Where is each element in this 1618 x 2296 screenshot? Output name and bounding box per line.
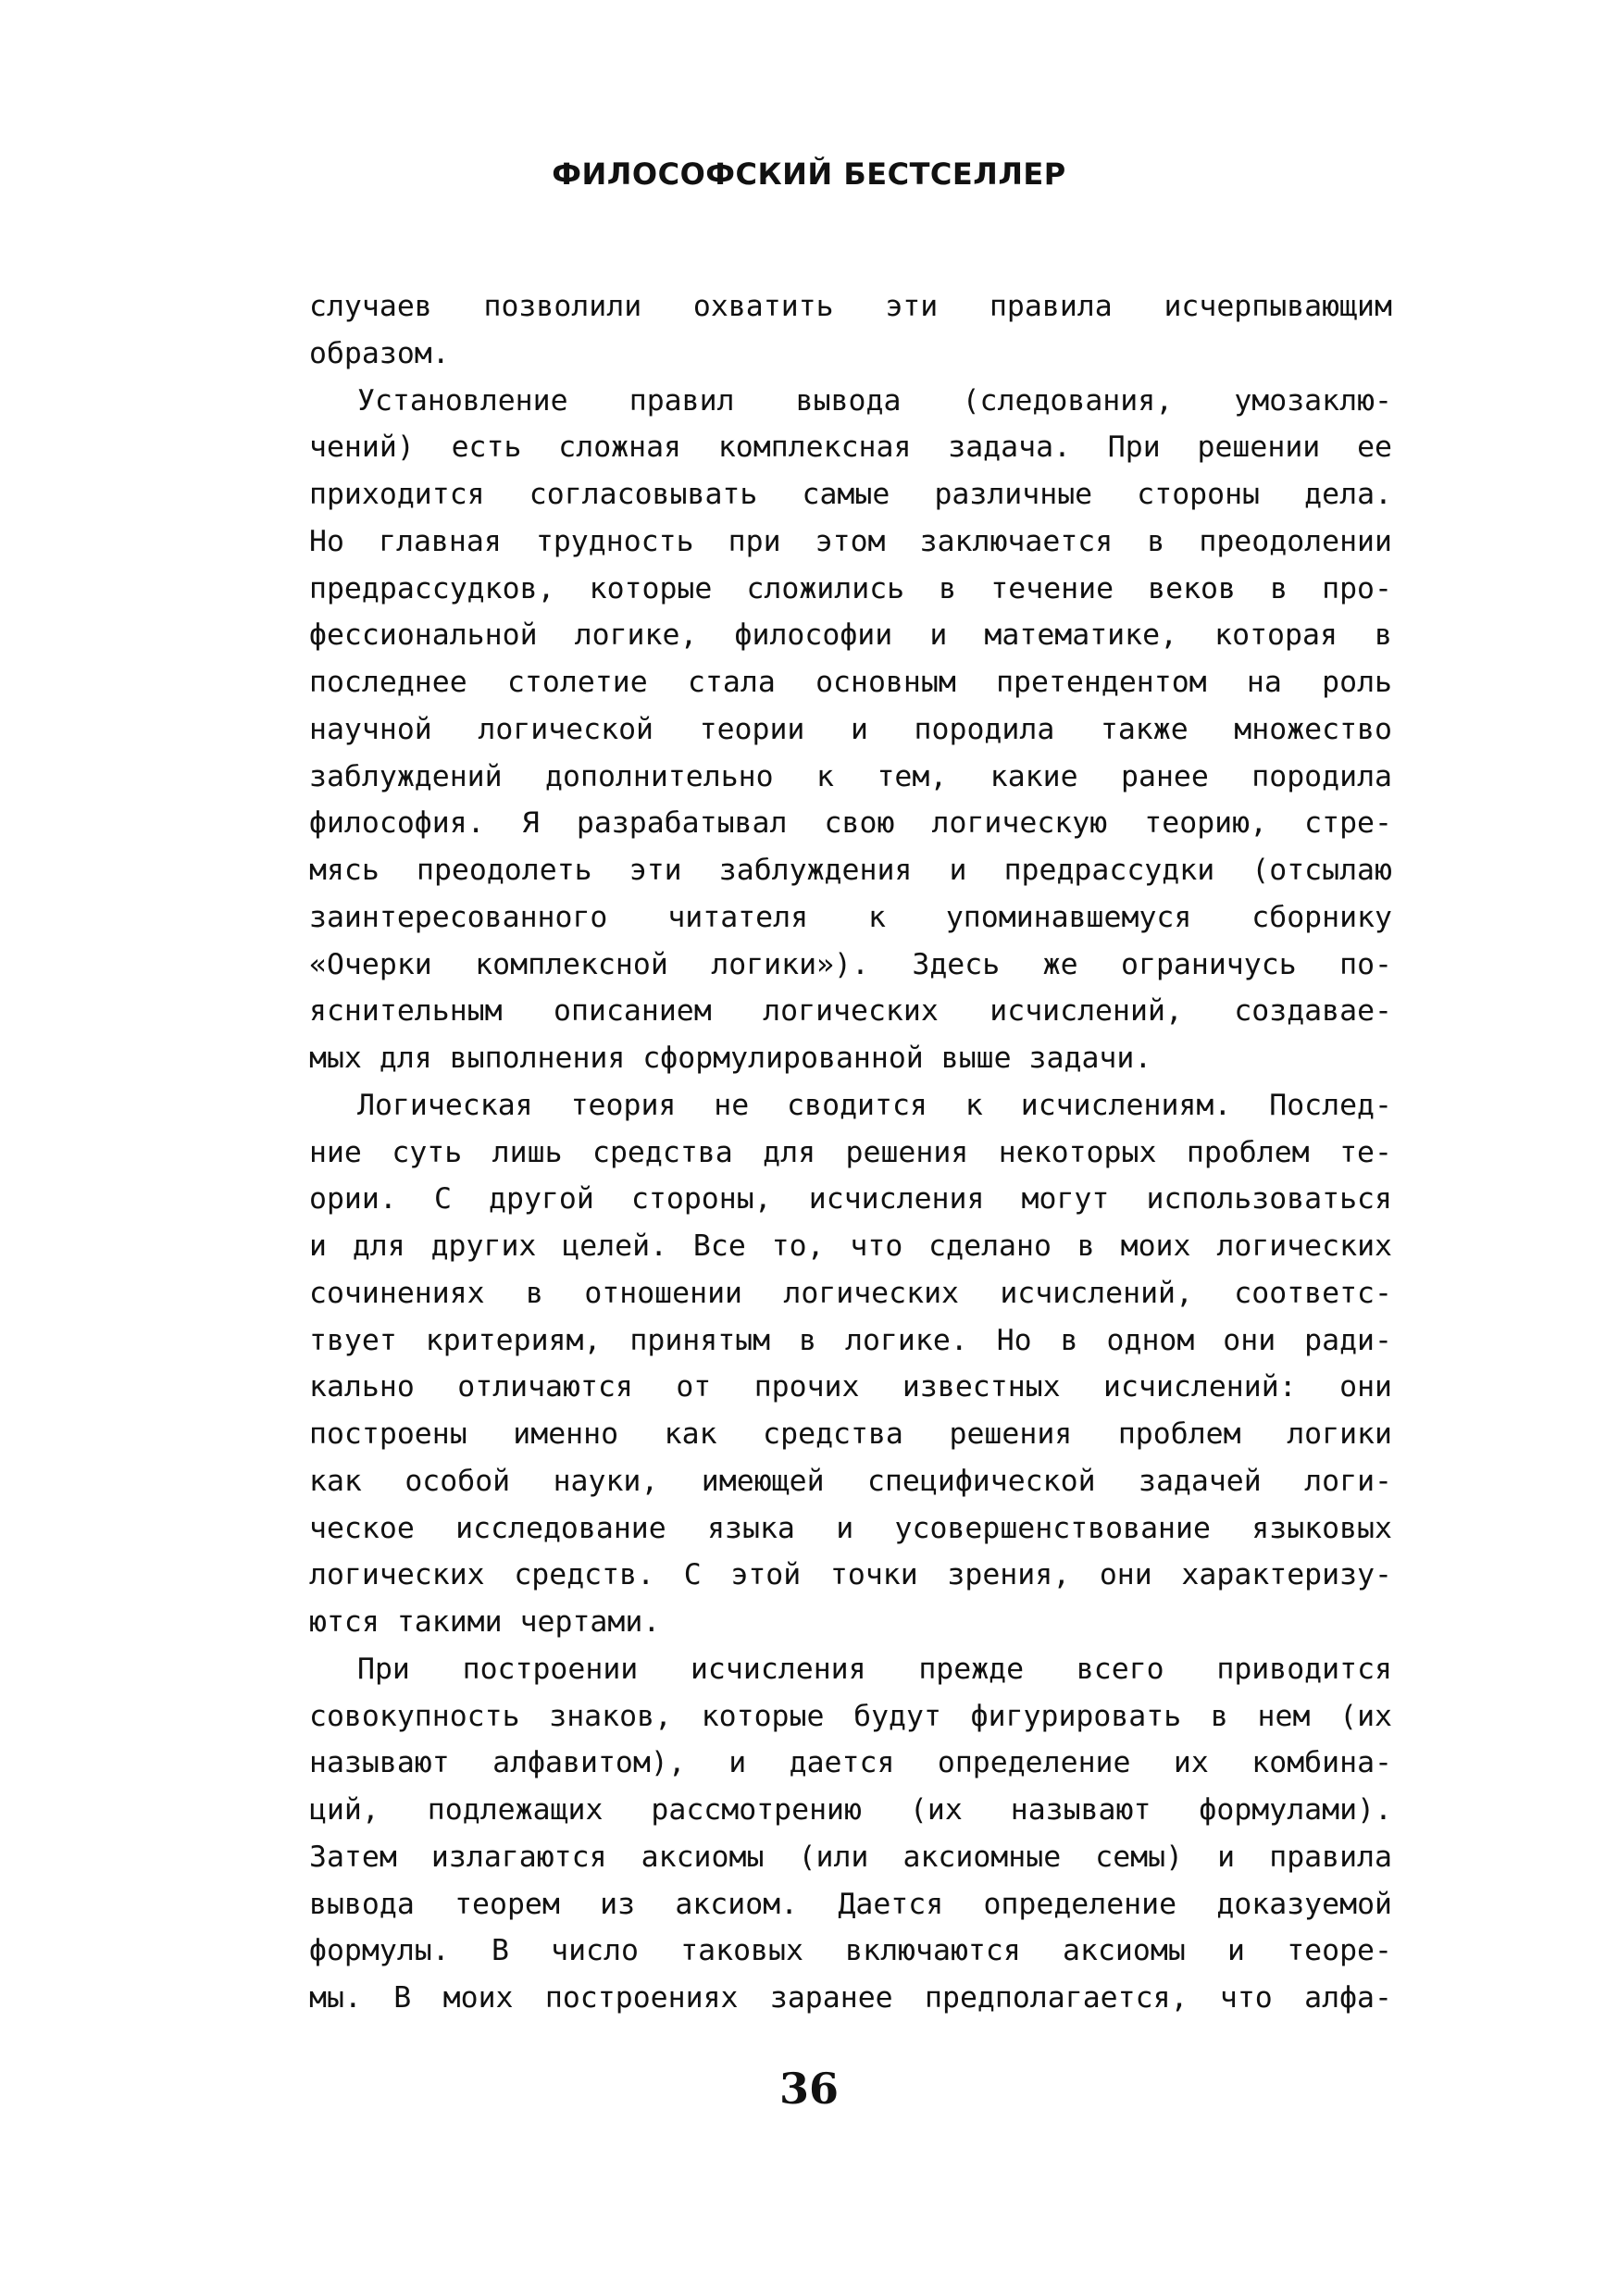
text-line: совокупность знаков, которые будут фигурировать в нем (их (309, 1699, 1392, 1733)
text-line: мы. В моих построениях заранее предполагается, что алфа- (309, 1981, 1392, 2015)
text-line: называют алфавитом), и дается определение их комбина- (309, 1746, 1392, 1780)
text-line: приходится согласовывать самые различные стороны дела. (309, 478, 1392, 511)
text-line: «Очерки комплексной логики»). Здесь же ограничусь по- (309, 947, 1392, 981)
text-line: мясь преодолеть эти заблуждения и предрассудки (отсылаю (309, 854, 1392, 887)
body-text (309, 283, 1392, 2022)
text-line: сочинениях в отношении логических исчислений, соответс- (309, 1276, 1392, 1310)
text-line: кально отличаются от прочих известных исчислений: они (309, 1370, 1392, 1404)
text-line: философия. Я разрабатывал свою логическую теорию, стре- (309, 806, 1392, 841)
text-line: предрассудков, которые сложились в течение веков в про- (309, 571, 1392, 605)
text-line: Установление правил вывода (следования, умозаклю- (357, 383, 1392, 418)
text-line: При построении исчисления прежде всего приводится (357, 1652, 1392, 1686)
text-line: ются такими чертами. (309, 1605, 661, 1639)
text-line: яснительным описанием логических исчислений, создавае- (309, 994, 1392, 1029)
text-line: последнее столетие стала основным претендентом на роль (309, 666, 1392, 699)
text-line: формулы. В число таковых включаются аксиомы и теоре- (309, 1934, 1392, 1968)
text-line: твует критериям, принятым в логике. Но в одном они ради- (309, 1323, 1392, 1357)
text-line: заблуждений дополнительно к тем, какие ранее породила (309, 759, 1392, 793)
page-number: 36 (778, 2064, 839, 2114)
text-line: и для других целей. Все то, что сделано в моих логических (309, 1229, 1392, 1263)
text-line: Затем излагаются аксиомы (или аксиомные семы) и правила (309, 1840, 1392, 1874)
text-line: образом. (309, 336, 450, 370)
text-line: научной логической теории и породила также множество (309, 712, 1392, 746)
text-line: заинтересованного читателя к упоминавшемуся сборнику (309, 900, 1392, 934)
text-line: вывода теорем из аксиом. Дается определение доказуемой (309, 1887, 1392, 1921)
text-line: ций, подлежащих рассмотрению (их называют формулами). (309, 1793, 1392, 1827)
text-line: мых для выполнения сформулированной выше задачи. (309, 1042, 1152, 1075)
text-line: фессиональной логике, философии и математике, которая в (309, 618, 1392, 653)
text-line: как особой науки, имеющей специфической задачей логи- (309, 1464, 1392, 1498)
text-line: построены именно как средства решения проблем логики (309, 1417, 1392, 1451)
text-line: логических средств. С этой точки зрения, они характеризу- (309, 1558, 1392, 1592)
running-title: ФИЛОСОФСКИЙ БЕСТСЕЛЛЕР (552, 156, 1066, 192)
text-line: Но главная трудность при этом заключается в преодолении (309, 524, 1392, 558)
text-line: Логическая теория не сводится к исчислениям. Послед- (357, 1088, 1392, 1122)
text-line: ние суть лишь средства для решения некоторых проблем те- (309, 1135, 1392, 1169)
text-line: ческое исследование языка и усовершенствование языковых (309, 1511, 1392, 1545)
text-line: чений) есть сложная комплексная задача. При решении ее (309, 430, 1392, 465)
text-line: случаев позволили охватить эти правила исчерпывающим (309, 290, 1392, 323)
text-line: ории. С другой стороны, исчисления могут использоваться (309, 1182, 1392, 1217)
